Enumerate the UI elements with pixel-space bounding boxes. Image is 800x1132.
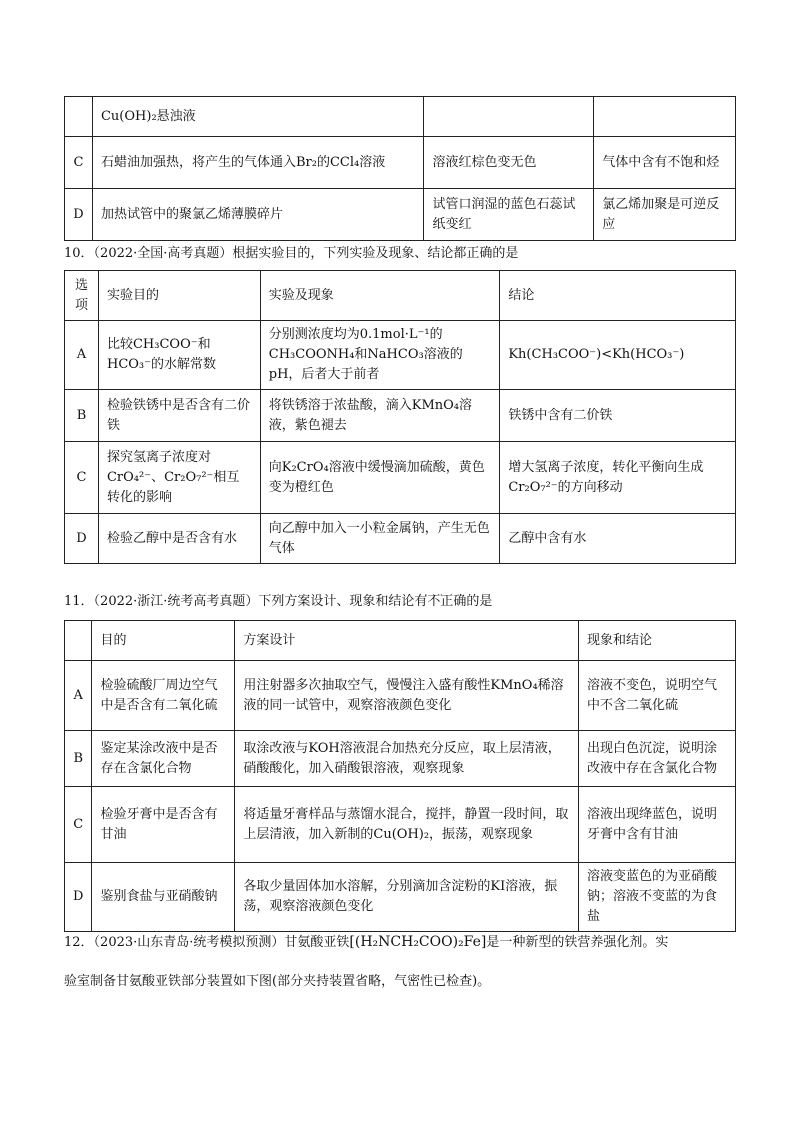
aim-cell: 鉴别食盐与亚硝酸钠 [92,863,235,932]
table-row [65,863,736,932]
header-aim: 实验目的 [98,271,260,321]
operation-cell: Cu(OH)₂悬浊液 [92,97,423,137]
table-row [65,731,736,787]
question-12-text-after: 是一种新型的铁营养强化剂。实 [486,935,669,950]
conclusion-cell: 气体中含有不饱和烃 [594,137,736,189]
header-experiment: 实验及现象 [260,271,500,321]
conclusion-cell [594,97,736,137]
glycinate-formula: [(H₂NCH₂COO)₂Fe] [349,934,487,950]
option-cell: B [65,390,99,442]
option-cell: B [65,731,92,787]
plan-cell: 用注射器多次抽取空气，慢慢注入盛有酸性KMnO₄稀溶液的同一试管中，观察溶液颜色变化 [235,661,579,731]
question-12-line1 [64,932,668,953]
table-row [65,661,736,731]
table-row [65,787,736,863]
option-cell [65,97,93,137]
phenomenon-cell [424,97,594,137]
option-cell: C [65,787,92,863]
table-row [65,321,736,390]
option-cell: D [65,189,93,241]
table-q11 [64,620,736,932]
table-row [65,514,736,564]
conclusion-cell: 乙醇中含有水 [500,514,736,564]
aim-cell: 检验牙膏中是否含有甘油 [92,787,235,863]
table-q9-continued [64,96,736,241]
header-conclusion: 现象和结论 [579,621,736,661]
conclusion-cell: Kh(CH₃COO⁻)<Kh(HCO₃⁻) [500,321,736,390]
plan-cell: 各取少量固体加水溶解，分别滴加含淀粉的KI溶液，振荡，观察溶液颜色变化 [235,863,579,932]
question-10-text: 10．（2022·全国·高考真题）根据实验目的，下列实验及现象、结论都正确的是 [64,246,519,261]
aim-cell: 检验硫酸厂周边空气中是否含有二氧化硫 [92,661,235,731]
conclusion-cell: 溶液不变色，说明空气中不含二氧化硫 [579,661,736,731]
header-option [65,621,92,661]
option-cell: A [65,661,92,731]
aim-cell: 鉴定某涂改液中是否存在含氯化合物 [92,731,235,787]
conclusion-cell: 溶液出现绛蓝色，说明牙膏中含有甘油 [579,787,736,863]
experiment-cell: 将铁锈溶于浓盐酸，滴入KMnO₄溶液，紫色褪去 [260,390,500,442]
table-row [65,442,736,514]
conclusion-cell: 增大氢离子浓度，转化平衡向生成Cr₂O₇²⁻的方向移动 [500,442,736,514]
table-header-row [65,621,736,661]
header-aim: 目的 [92,621,235,661]
question-12-text-before: 12．（2023·山东青岛·统考模拟预测）甘氨酸亚铁 [64,935,350,950]
question-11-text [64,592,492,612]
header-option: 选项 [65,271,99,321]
question-12-line2: 验室制备甘氨酸亚铁部分装置如下图(部分夹持装置省略，气密性已检查)。 [64,974,491,989]
experiment-cell: 分别测浓度均为0.1mol·L⁻¹的CH₃COONH₄和NaHCO₃溶液的pH，后者大于前者 [260,321,500,390]
aim-cell: 比较CH₃COO⁻和HCO₃⁻的水解常数 [98,321,260,390]
conclusion-cell: 溶液变蓝色的为亚硝酸钠；溶液不变蓝的为食盐 [579,863,736,932]
plan-cell: 将适量牙膏样品与蒸馏水混合，搅拌，静置一段时间，取上层清液，加入新制的Cu(OH)₂，振荡，观察现象 [235,787,579,863]
option-cell: C [65,137,93,189]
plan-cell: 取涂改液与KOH溶液混合加热充分反应，取上层清液，硝酸酸化，加入硝酸银溶液，观察现象 [235,731,579,787]
table-q10 [64,270,736,564]
operation-cell: 加热试管中的聚氯乙烯薄膜碎片 [92,189,423,241]
aim-cell: 检验铁锈中是否含有二价铁 [98,390,260,442]
question-11-text-after: 的是 [466,594,493,609]
operation-cell: 石蜡油加强热，将产生的气体通入Br₂的CCl₄溶液 [92,137,423,189]
table-row [65,97,736,137]
conclusion-cell: 铁锈中含有二价铁 [500,390,736,442]
experiment-cell: 向K₂CrO₄溶液中缓慢滴加硫酸，黄色变为橙红色 [260,442,500,514]
table-row [65,137,736,189]
header-conclusion: 结论 [500,271,736,321]
question-11-text-before: 11．（2022·浙江·统考高考真题）下列方案设计、现象和结论有 [64,594,428,609]
table-row [65,189,736,241]
conclusion-cell: 出现白色沉淀，说明涂改液中存在含氯化合物 [579,731,736,787]
table-row [65,390,736,442]
option-cell: D [65,863,92,932]
aim-cell: 检验乙醇中是否含有水 [98,514,260,564]
phenomenon-cell: 溶液红棕色变无色 [424,137,594,189]
aim-cell: 探究氢离子浓度对CrO₄²⁻、Cr₂O₇²⁻相互转化的影响 [98,442,260,514]
table-header-row [65,271,736,321]
option-cell: D [65,514,99,564]
experiment-cell: 向乙醇中加入一小粒金属钠，产生无色气体 [260,514,500,564]
phenomenon-cell: 试管口润湿的蓝色石蕊试纸变红 [424,189,594,241]
conclusion-cell: 氯乙烯加聚是可逆反应 [594,189,736,241]
header-plan: 方案设计 [235,621,579,661]
option-cell: A [65,321,99,390]
option-cell: C [65,442,99,514]
question-11-emphasis: 不正确 · · · [427,594,466,609]
